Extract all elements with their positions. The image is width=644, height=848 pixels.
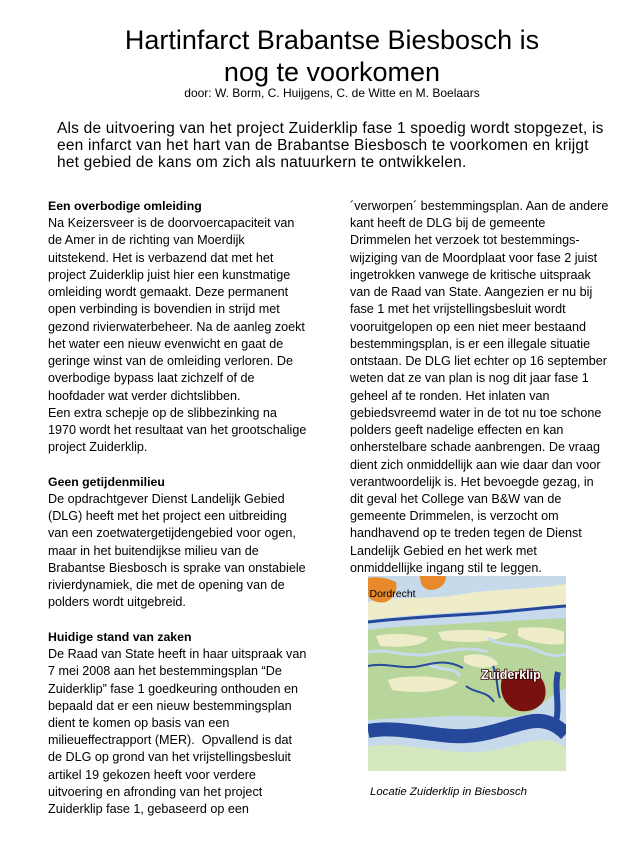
body-line: van de Raad van State. Aangezien er nu bij (350, 285, 593, 300)
body-line: Zuiderklip fase 1, gebaseerd op een (48, 802, 249, 817)
byline: door: W. Borm, C. Huijgens, C. de Witte en M. Boelaars (184, 86, 480, 100)
lead-line: Als de uitvoering van het project Zuiderklip fase 1 spoedig wordt stopgezet, is (57, 120, 604, 137)
body-line: handhavend op te treden tegen de Dienst (350, 526, 582, 541)
body-line: polders geeft nadelige effecten en kan (350, 423, 564, 438)
body-line: Een extra schepje op de slibbezinking na (48, 405, 277, 420)
body-line: onherstelbare schade aanbrengen. De vraag (350, 440, 600, 455)
body-line: fase 1 met het vrijstellingsbesluit wordt (350, 302, 566, 317)
body-line: geringe winst van de omleiding verloren. De (48, 354, 294, 369)
article-title (20, 24, 644, 88)
body-line: artikel 19 gekozen heeft voor verdere (48, 767, 256, 782)
body-line: ingetrokken vanwege de kritische uitspraak (350, 267, 591, 282)
body-line: ´verworpen´ bestemmingsplan. Aan de andere (350, 199, 609, 213)
body-line: weten dat ze van plan is nog dit jaar fase 1 (350, 371, 589, 386)
body-line: 7 mei 2008 aan het bestemmingsplan “De (48, 664, 282, 679)
body-line: hoofdader wat verder dichtslibben. (48, 388, 241, 403)
body-line: maar in het buitendijkse milieu van de (48, 543, 259, 558)
body-line: De Raad van State heeft in haar uitspraak van (48, 647, 307, 662)
body-line: Drimmelen het verzoek tot bestemmings- (350, 233, 580, 248)
section-heading: Huidige stand van zaken (48, 629, 192, 644)
body-line: polders wordt uitgebreid. (48, 595, 186, 610)
lead-line: een infarct van het hart van de Brabantse Biesbosch te voorkomen en krijgt (57, 137, 589, 154)
body-line: omleiding wordt gemaakt. Deze permanent (48, 285, 289, 300)
left-column (48, 198, 318, 818)
body-line: dient zich onmiddellijk aan wie daar dan voor (350, 457, 601, 472)
body-line: bestemmingsplan, is er een illegale situatie (350, 336, 591, 351)
body-line: project Zuiderklip juist hier een kunstmatige (48, 267, 291, 282)
body-line: Zuiderklip” fase 1 goedkeuring onthouden en (48, 681, 298, 696)
section-heading: Een overbodige omleiding (48, 199, 202, 213)
body-line: wijziging van de Moordplaat voor fase 2 juist (350, 250, 598, 265)
map-caption: Locatie Zuiderklip in Biesbosch (370, 786, 528, 798)
biesbosch-map (368, 576, 566, 771)
body-line: gebiedsvreemd water in de tot nu toe schone (350, 405, 602, 420)
body-line: 1970 wordt het resultaat van het grootschalige (48, 423, 307, 438)
body-line: bepaald dat er een nieuw bestemmingsplan (48, 698, 292, 713)
article-title-line: Hartinfarct Brabantse Biesbosch is (124, 25, 540, 55)
map-figure (368, 576, 566, 771)
body-line: De opdrachtgever Dienst Landelijk Gebied (48, 491, 285, 506)
body-line: (DLG) heeft met het project een uitbreiding (48, 509, 287, 524)
section-spacer (48, 612, 318, 629)
body-line: kant heeft de DLG bij de gemeente (350, 216, 546, 231)
body-line: open verbinding is bovendien in strijd met (48, 302, 280, 317)
body-line: rivierdynamiek, die met de opening van de (48, 578, 285, 593)
body-line: milieueffectrapport (MER). Opvallend is dat (48, 733, 293, 748)
body-line: vooruitgelopen op een niet meer bestaand (350, 319, 586, 334)
map-river (556, 672, 558, 722)
map-label-zuiderklip: Zuiderklip (481, 668, 541, 682)
body-line: van een zoetwatergetijdengebied voor ogen, (48, 526, 296, 541)
body-line: dient te komen op basis van een (48, 716, 230, 730)
lead-line: het gebied de kans om zich als natuurkern te ontwikkelen. (57, 154, 467, 171)
body-line: uitstekend. Het is verbazend dat met het (48, 250, 274, 265)
map-label-dordrecht: Dordrecht (369, 588, 416, 600)
body-line: gezond rivierwaterbeheer. Na de aanleg zoekt (48, 319, 305, 334)
body-line: uitvoering en afronding van het project (48, 784, 263, 799)
body-line: geheel af te ronden. Het inlaten van (350, 388, 550, 403)
body-line: onmiddellijke ingang stil te leggen. (350, 560, 542, 575)
body-line: het water een nieuw evenwicht en gaat de (48, 336, 284, 351)
lead-paragraph (57, 120, 604, 171)
body-line: verantwoordelijk is. Het bevoegde gezag, in (350, 474, 594, 489)
body-line: Na Keizersveer is de doorvoercapaciteit van (48, 216, 295, 231)
body-line: Brabantse Biesbosch is sprake van onstabiele (48, 560, 306, 575)
body-line: de Amer in de richting van Moerdijk (48, 233, 245, 248)
body-line: overbodige bypass laat zichzelf of de (48, 371, 255, 386)
body-line: dit geval het College van B&W van de (350, 491, 562, 506)
body-line: ontstaan. De DLG liet echter op 16 september (350, 354, 607, 369)
article-title-line: nog te voorkomen (223, 57, 441, 87)
right-column (350, 198, 620, 577)
body-line: project Zuiderklip. (48, 440, 148, 455)
section-spacer (48, 457, 318, 474)
section-heading: Geen getijdenmilieu (48, 474, 165, 489)
body-line: Landelijk Gebied en het werk met (350, 543, 537, 558)
body-line: gemeente Drimmelen, is verzocht om (350, 509, 559, 524)
body-line: de DLG op grond van het vrijstellingsbesluit (48, 750, 291, 765)
